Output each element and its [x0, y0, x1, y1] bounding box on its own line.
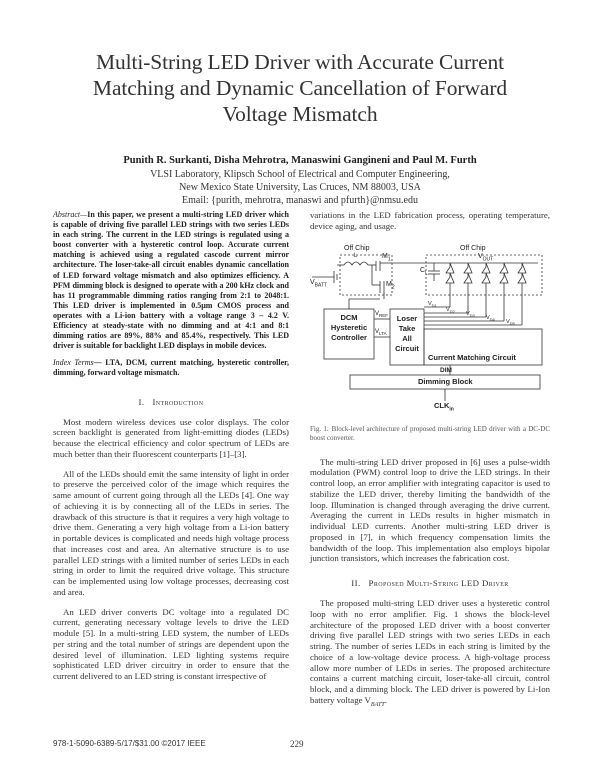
abstract	[53, 210, 289, 351]
vd1-label: $V_{D1}$	[428, 300, 437, 308]
vref-label: $V_{REF}$	[375, 310, 389, 318]
intro-paragraph-1: Most modern wireless devices use color displays. The color screen backlight is generated from light-emitting diodes (LEDs) because the electrical efficiency and color spectrum of LEDs are much better than their fluorescent counterparts [1]–[3].	[53, 416, 289, 459]
title-line-1: Multi-String LED Driver with Accurate Current	[95, 50, 505, 74]
section-number: II.	[351, 578, 361, 588]
dimming-block-label: Dimming Block	[418, 376, 473, 386]
vbatt-label: $V_{BATT}$	[310, 278, 328, 288]
proposed-paragraph: The proposed multi-string LED driver uses a hysteretic control loop with no error amplifier. Fig. 1 shows the block-level architecture of the proposed LED driver with a boost converter driving five parallel LED strings with two series LEDs in each string. The number of series LEDs in each string is limited by the choice of a low-voltage device process. A high-voltage process allow more number of LEDs in series. The proposed architecture contains a current matching circuit, loser-take-all circuit, control block, and a dimming block. The LED driver is powered by Li-Ion battery voltage $V_{BATT}$.	[310, 598, 550, 708]
section-title: Proposed Multi-String LED Driver	[368, 578, 509, 588]
right-column	[310, 210, 550, 719]
vd5-label: $V_{D5}$	[506, 318, 515, 326]
title-line-3: Voltage Mismatch	[222, 102, 378, 126]
section-number: I.	[138, 396, 145, 407]
section-title: Introduction	[152, 396, 204, 407]
affiliation-line-2: New Mexico State University, Las Cruces, NM 88003, USA	[179, 182, 421, 193]
index-terms-lead: Index Terms	[53, 358, 94, 368]
left-column	[53, 210, 289, 691]
vlta-label: $V_{LTA}$	[375, 328, 387, 336]
paper-title	[40, 49, 560, 127]
off-chip-label-left: Off Chip	[344, 244, 370, 252]
current-matching-label: Current Matching Circuit	[428, 352, 516, 362]
related-work-paragraph: The multi-string LED driver proposed in [6] uses a pulse-width modulation (PWM) control loop to drive the LED strings. In their control loop, an error amplifier with integrating capacitor is used to stabilize the LED driver, thereby limiting the bandwidth of the loop. Illumination is changed through averaging the drive current. Averaging the current in LEDs results in higher mismatch in individual LED currents. Another multi-string LED driver is proposed in [7], in which frequency compensation limits the bandwidth of the loop. This implementation also employs bipolar junction transistors, which increases the fabrication cost.	[310, 456, 550, 564]
vd4-label: $V_{D4}$	[486, 314, 495, 322]
lta-label: Loser Take All Circuit	[395, 313, 419, 353]
m2-label: $M_2$	[386, 280, 395, 290]
vout-label: $V_{OUT}$	[478, 252, 494, 262]
vd3-label: $V_{D3}$	[466, 310, 475, 318]
clk-label: $CLK_{in}$	[434, 400, 454, 412]
m1-label: $M_1$	[382, 252, 391, 262]
abstract-lead: Abstract—	[53, 210, 88, 219]
dcm-controller-label: DCM Hysteretic Controller	[330, 312, 368, 342]
vd2-label: $V_{D2}$	[446, 306, 455, 314]
title-line-2: Matching and Dynamic Cancellation of Forward	[92, 76, 508, 100]
footer-isbn: 978-1-5090-6389-5/17/$31.00 ©2017 IEEE	[53, 739, 206, 748]
affiliation-email: Email: {purith, mehrotra, manaswi and pfurth}@nmsu.edu	[182, 195, 418, 206]
intro-paragraph-2: All of the LEDs should emit the same intensity of light in order to preserve the perceived color of the image which requires the same amount of current going through all the LEDs [4]. One way of achieving it is by connecting all of the LEDs in series. The drawback of this structure is that it requires a very high voltage to drive them. Generating a very high voltage from a Li-ion battery in portable devices is complicated and needs high voltage process that increases cost and area. An alternative structure is to use parallel LED strings with a limited number of series LEDs in each string in order to limit the required drive voltage. This structure can be implemented using low voltage processes, decreasing cost and area.	[53, 468, 289, 597]
inductor-symbol	[344, 262, 368, 265]
abstract-text: In this paper, we present a multi-string LED driver which is capable of driving five parallel LED strings with two series LEDs in each string. The current in the LED strings is regulated using a boost converter with a hysteretic control loop. Accurate current matching is achieved using a regulated cascode current mirror architecture. The loser-take-all circuit enables dynamic cancellation of LED forward voltage mismatch and also optimizes efficiency. A PFM dimming block is designed to operate with a 200 kHz clock and has 11 programmable dimming ratios ranging from 2:1 to 2048:1. This LED driver is implemented in 0.5μm CMOS process and operates with a Li-ion battery with a voltage range 3 – 4.2 V. Efficiency at steady-state with no dimming and at 4:1 and 8:1 dimming ratios are 89%, 88% and 85.4%, respectively. This LED driver is suitable for backlight LED displays in mobile devices.	[53, 210, 289, 351]
section-heading-proposed	[310, 578, 550, 588]
affiliation-line-1: VLSI Laboratory, Klipsch School of Electrical and Computer Engineering,	[150, 169, 450, 180]
dim-label: DIM	[440, 366, 452, 374]
figure-1-caption: Fig. 1. Block-level architecture of proposed multi-string LED driver with a DC-DC boost converter.	[310, 424, 551, 442]
index-terms-text: — LTA, DCM, current matching, hysteretic controller, dimming, forward voltage mismatch.	[53, 358, 289, 378]
section-heading-introduction	[53, 397, 289, 407]
affiliation	[40, 168, 560, 207]
cl-label: $C_L$	[420, 266, 428, 276]
inductor-label: L	[354, 252, 358, 259]
continuation-paragraph: variations in the LED fabrication process, operating temperature, device aging, and usage.	[310, 210, 550, 231]
figure-1-block-diagram	[310, 241, 550, 419]
index-terms	[53, 358, 289, 378]
intro-paragraph-3: An LED driver converts DC voltage into a regulated DC current, generating necessary voltage levels to drive the LED module [5]. In a multi-string LED system, the number of LEDs per string and the total number of strings are dependent upon the desired level of illumination. LED lighting systems require sophisticated LED driver circuitry in order to ensure that the current delivered to an LED string is constant irrespective of	[53, 606, 289, 681]
off-chip-label-right: Off Chip	[460, 244, 486, 252]
page-number: 229	[290, 739, 304, 749]
author-list: Punith R. Surkanti, Disha Mehrotra, Manaswini Gangineni and Paul M. Furth	[123, 155, 477, 166]
